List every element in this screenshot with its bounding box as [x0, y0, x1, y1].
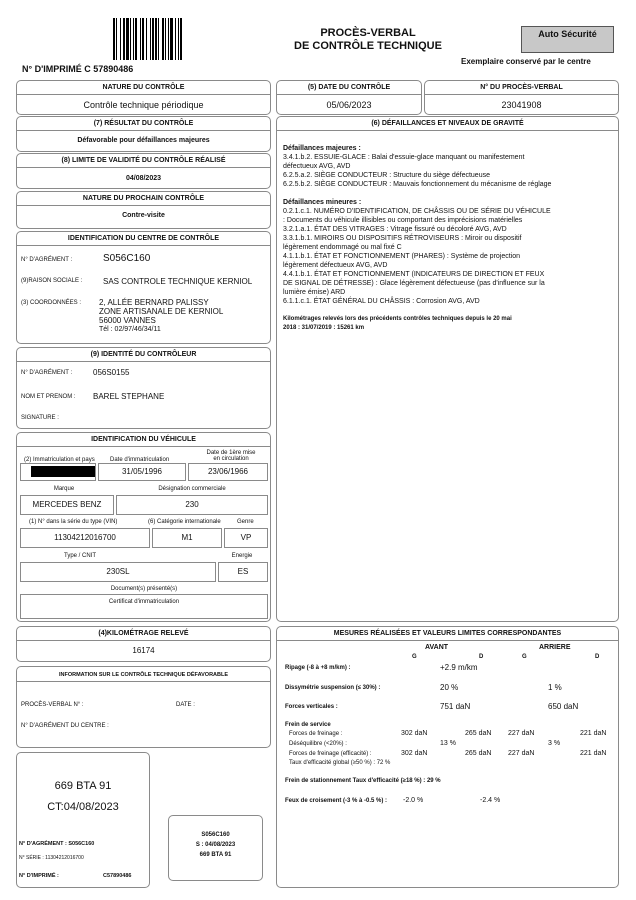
- barcode-bar: [120, 18, 121, 60]
- imprime-number: N° D'IMPRIMÉ C 57890486: [22, 64, 134, 74]
- documents-value: Certificat d'immatriculation: [108, 599, 180, 605]
- kilometrage-box: [16, 626, 271, 662]
- doc-title-line1: PROCÈS-VERBAL: [320, 27, 416, 39]
- barcode-bar: [170, 18, 173, 60]
- genre-cell: VP: [224, 528, 268, 548]
- desequilibre-label: Déséquilibre (<20%) :: [289, 741, 347, 747]
- marque-label: Marque: [53, 486, 75, 492]
- categorie-cell: M1: [152, 528, 222, 548]
- barcode-bar: [168, 18, 169, 60]
- centre-address: [99, 298, 223, 334]
- vin-cell: 11304212016700: [20, 528, 150, 548]
- centre-agrement: S056C160: [103, 253, 151, 264]
- croisement-label: Feux de croisement (-3 % à -0.5 %) :: [285, 798, 388, 804]
- categorie-label: (6) Catégorie internationale: [148, 519, 221, 525]
- date-circ-cell: 23/06/1966: [188, 463, 268, 481]
- centre-raison: SAS CONTROLE TECHNIQUE KERNIOL: [103, 277, 253, 286]
- stationnement: Frein de stationnement Taux d'efficacité (≥18 %) : 29 %: [285, 778, 441, 784]
- centre-addr2: ZONE ARTISANALE DE KERNIOL: [99, 307, 224, 316]
- limite-box: [16, 153, 271, 189]
- fe-arg: 227 daN: [508, 750, 535, 757]
- croisement-d: -2.4 %: [480, 797, 501, 804]
- avant-header: AVANT: [425, 644, 449, 651]
- arriere-g-header: G: [522, 654, 527, 660]
- sticker-box: [16, 752, 150, 888]
- mini-sticker-box: [168, 815, 263, 881]
- barcode-bar: [130, 18, 131, 60]
- barcode-bar: [126, 18, 129, 60]
- ripage-value: +2.9 m/km: [440, 663, 478, 672]
- mini-sticker-line3: 669 BTA 91: [199, 852, 232, 858]
- mineure-line: 6.1.1.c.1. ÉTAT GÉNÉRAL DU CHÂSSIS : Corrosion AVG, AVD: [283, 298, 480, 305]
- forces-vert-label: Forces verticales :: [285, 704, 338, 710]
- info-pv-label: PROCÈS-VERBAL N° :: [21, 702, 84, 708]
- date-circ-label: [195, 450, 267, 462]
- nature-box: [16, 80, 271, 115]
- immat-cell: [20, 463, 96, 481]
- ff-avd: 265 daN: [465, 730, 492, 737]
- barcode-bar: [142, 18, 144, 60]
- barcode-bar: [158, 18, 159, 60]
- pv-number-box: [424, 80, 619, 115]
- documents-label: Document(s) présenté(s): [110, 586, 178, 592]
- ff-avg: 302 daN: [401, 730, 428, 737]
- barcode-bar: [152, 18, 154, 60]
- mineure-line: légèrement défectueux AVG, AVD: [283, 262, 388, 269]
- mineure-line: : Documents du véhicule illisibles ou comportant des imprécisions matérielles: [283, 217, 523, 224]
- prochain-label: NATURE DU PROCHAIN CONTRÔLE: [82, 195, 205, 202]
- kilometrage-label: (4)KILOMÉTRAGE RELEVÉ: [98, 630, 189, 637]
- sticker-imprime: C57890486: [103, 873, 132, 879]
- date-controle-box: [276, 80, 422, 115]
- mineure-line: 4.4.1.b.1. ÉTAT ET FONCTIONNEMENT (INDICATEURS DE DIRECTION ET FEUX: [283, 271, 545, 278]
- barcode-bar: [175, 18, 176, 60]
- documents-cell: [20, 594, 268, 619]
- date-controle-value: 05/06/2023: [326, 100, 372, 110]
- centre-addr1: 2, ALLÉE BERNARD PALISSY: [99, 298, 209, 307]
- type-cell: 230SL: [20, 562, 216, 582]
- date-controle-label: (5) DATE DU CONTRÔLE: [307, 84, 391, 91]
- mineure-line: 4.1.1.b.1. ÉTAT ET FONCTIONNEMENT (PHARES) : Système de projection: [283, 253, 521, 260]
- ripage-label: Ripage (-8 à +8 m/km) :: [285, 665, 351, 671]
- defaillances-label: (6) DÉFAILLANCES ET NIVEAUX DE GRAVITÉ: [371, 120, 524, 127]
- arriere-header: ARRIERE: [539, 644, 571, 651]
- barcode-bar: [162, 18, 164, 60]
- dissym-label: Dissymétrie suspension (≤ 30%) :: [285, 685, 381, 691]
- majeure-line: 3.4.1.b.2. ESSUIE-GLACE : Balai d'essuie-glace manquant ou manifestement: [283, 154, 525, 161]
- centre-raison-label: (9)RAISON SOCIALE :: [21, 278, 83, 284]
- mini-sticker-text: [169, 830, 262, 860]
- sticker-ct: CT:04/08/2023: [47, 801, 119, 813]
- mineure-line: 3.3.1.b.1. MIROIRS OU DISPOSITIFS RÉTROVISEURS : Miroir ou dispositif: [283, 235, 522, 242]
- designation-cell: 230: [116, 495, 268, 515]
- mineure-line: lumière émise) ARD: [283, 289, 346, 296]
- barcode-bar: [140, 18, 141, 60]
- controleur-signature-label: SIGNATURE :: [21, 415, 59, 421]
- date-circ-label2: en circulation: [213, 456, 249, 462]
- info-date-label: DATE :: [176, 702, 195, 708]
- controleur-nom-label: NOM ET PRENOM :: [21, 394, 76, 400]
- mineure-line: DE SIGNAL DE DÉTRESSE) : Glace légèrement défectueuse (pas d'influence sur la: [283, 280, 545, 287]
- fe-ard: 221 daN: [580, 750, 607, 757]
- pv-number-label: N° DU PROCÈS-VERBAL: [480, 84, 563, 91]
- mineure-line: légèrement endommagé ou mal fixé C: [283, 244, 402, 251]
- fe-avg: 302 daN: [401, 750, 428, 757]
- majeures-title: Défaillances majeures :: [283, 145, 361, 152]
- sticker-agrement: N° D'AGRÉMENT : S056C160: [19, 841, 95, 847]
- resultat-box: [16, 116, 271, 152]
- mineure-line: 3.2.1.a.1. ÉTAT DES VITRAGES : Vitrage fissuré ou décoloré AVG, AVD: [283, 226, 507, 233]
- copy-note: Exemplaire conservé par le centre: [461, 57, 591, 66]
- controleur-box: [16, 347, 271, 429]
- centre-addr3: 56000 VANNES: [99, 316, 156, 325]
- barcode-bar: [155, 18, 157, 60]
- genre-label: Genre: [237, 519, 254, 525]
- brand-box: Auto Sécurité: [521, 26, 614, 53]
- info-defavorable-label: INFORMATION SUR LE CONTRÔLE TECHNIQUE DÉFAVORABLE: [58, 672, 229, 678]
- type-label: Type / CNIT: [63, 553, 96, 559]
- controleur-agrement: 056S0155: [93, 368, 130, 377]
- forces-vert-ar: 650 daN: [548, 702, 579, 711]
- barcode-bar: [135, 18, 137, 60]
- ff-ard: 221 daN: [580, 730, 607, 737]
- forces-eff-label: Forces de freinage (efficacité) :: [289, 751, 372, 757]
- immat-redacted: [31, 466, 95, 477]
- defaillances-list: [283, 144, 617, 333]
- frein-service-label: Frein de service: [285, 722, 331, 728]
- forces-freinage-label: Forces de freinage :: [289, 731, 343, 737]
- centre-coord-label: (3) COORDONNÉES :: [21, 300, 82, 306]
- majeure-line: 6.2.5.b.2. SIÈGE CONDUCTEUR : Mauvais fonctionnement du mécanisme de réglage: [283, 181, 552, 188]
- controleur-nom: BAREL STEPHANE: [93, 392, 165, 401]
- vin-label: (1) N° dans la série du type (VIN): [29, 519, 118, 525]
- centre-box: [16, 231, 271, 344]
- designation-label: Désignation commerciale: [158, 486, 226, 492]
- ff-arg: 227 daN: [508, 730, 535, 737]
- date-circ-label1: Date de 1ère mise: [206, 450, 256, 456]
- dissym-av: 20 %: [440, 683, 459, 692]
- controleur-label: (9) IDENTITÉ DU CONTRÔLEUR: [90, 351, 197, 358]
- mini-sticker-line1: S056C160: [201, 832, 230, 838]
- mineure-line: 0.2.1.c.1. NUMÉRO D'IDENTIFICATION, DE CHÂSSIS OU DE SÉRIE DU VÉHICULE: [283, 208, 551, 215]
- centre-label: IDENTIFICATION DU CENTRE DE CONTRÔLE: [67, 235, 220, 242]
- date-immat-label: Date d'immatriculation: [110, 457, 170, 463]
- fe-avd: 265 daN: [465, 750, 492, 757]
- majeure-line: 6.2.5.a.2. SIÈGE CONDUCTEUR : Structure du siège défectueuse: [283, 172, 490, 179]
- info-agrement-label: N° D'AGRÉMENT DU CENTRE :: [21, 723, 109, 729]
- controleur-agrement-label: N° D'AGRÉMENT :: [21, 370, 73, 376]
- pv-number-value: 23041908: [501, 100, 542, 110]
- taux-global: Taux d'efficacité global (≥50 %) : 72 %: [289, 760, 391, 766]
- energie-label: Energie: [231, 553, 253, 559]
- barcode-bar: [146, 18, 147, 60]
- barcode: [113, 18, 187, 60]
- limite-value: 04/08/2023: [125, 175, 162, 182]
- majeure-line: défectueux AVG, AVD: [283, 163, 351, 170]
- sticker-plate: 669 BTA 91: [54, 780, 112, 792]
- defaillances-box: [276, 116, 619, 622]
- barcode-bar: [178, 18, 179, 60]
- centre-tel: Tél : 02/97/46/34/11: [99, 326, 161, 333]
- mesures-box: [276, 626, 619, 888]
- mineures-title: Défaillances mineures :: [283, 199, 362, 206]
- info-defavorable-box: [16, 666, 271, 748]
- croisement-g: -2.0 %: [403, 797, 424, 804]
- km-note-line2: 2018 : 31/07/2019 : 15261 km: [283, 325, 365, 331]
- barcode-bar: [165, 18, 166, 60]
- arriere-d-header: D: [595, 654, 600, 660]
- sticker-serie: N° SÉRIE : 11304212016700: [19, 855, 84, 861]
- deseq-ar: 3 %: [548, 740, 561, 747]
- resultat-label: (7) RÉSULTAT DU CONTRÔLE: [93, 120, 194, 127]
- mesures-label: MESURES RÉALISÉES ET VALEURS LIMITES CORRESPONDANTES: [333, 630, 562, 637]
- deseq-av: 13 %: [440, 740, 456, 747]
- barcode-bar: [113, 18, 115, 60]
- barcode-bar: [123, 18, 125, 60]
- nature-value: Contrôle technique périodique: [83, 100, 204, 110]
- resultat-value: Défavorable pour défaillances majeures: [77, 137, 210, 144]
- doc-title-line2: DE CONTRÔLE TECHNIQUE: [294, 40, 442, 52]
- forces-vert-av: 751 daN: [440, 702, 471, 711]
- prochain-box: [16, 191, 271, 229]
- marque-cell: MERCEDES BENZ: [20, 495, 114, 515]
- energie-cell: ES: [218, 562, 268, 582]
- nature-label: NATURE DU CONTRÔLE: [102, 84, 185, 91]
- vehicule-label: IDENTIFICATION DU VÉHICULE: [91, 436, 196, 443]
- barcode-bar: [133, 18, 134, 60]
- barcode-bar: [180, 18, 182, 60]
- immat-label: (2) Immatriculation et pays: [24, 457, 95, 463]
- kilometrage-value: 16174: [132, 646, 155, 655]
- vehicule-box: [16, 432, 271, 622]
- barcode-bar: [116, 18, 117, 60]
- avant-d-header: D: [479, 654, 484, 660]
- avant-g-header: G: [412, 654, 417, 660]
- dissym-ar: 1 %: [548, 683, 562, 692]
- barcode-bar: [150, 18, 151, 60]
- centre-agrement-label: N° D'AGRÉMENT :: [21, 257, 73, 263]
- prochain-value: Contre-visite: [122, 212, 165, 219]
- mini-sticker-line2: S : 04/08/2023: [195, 842, 236, 848]
- sticker-imprime-label: N° D'IMPRIMÉ :: [19, 873, 59, 879]
- km-note-line1: Kilométrages relevés lors des précédents contrôles techniques depuis le 20 mai: [283, 316, 512, 322]
- date-immat-cell: 31/05/1996: [98, 463, 186, 481]
- limite-label: (8) LIMITE DE VALIDITÉ DU CONTRÔLE RÉALISÉ: [61, 157, 226, 164]
